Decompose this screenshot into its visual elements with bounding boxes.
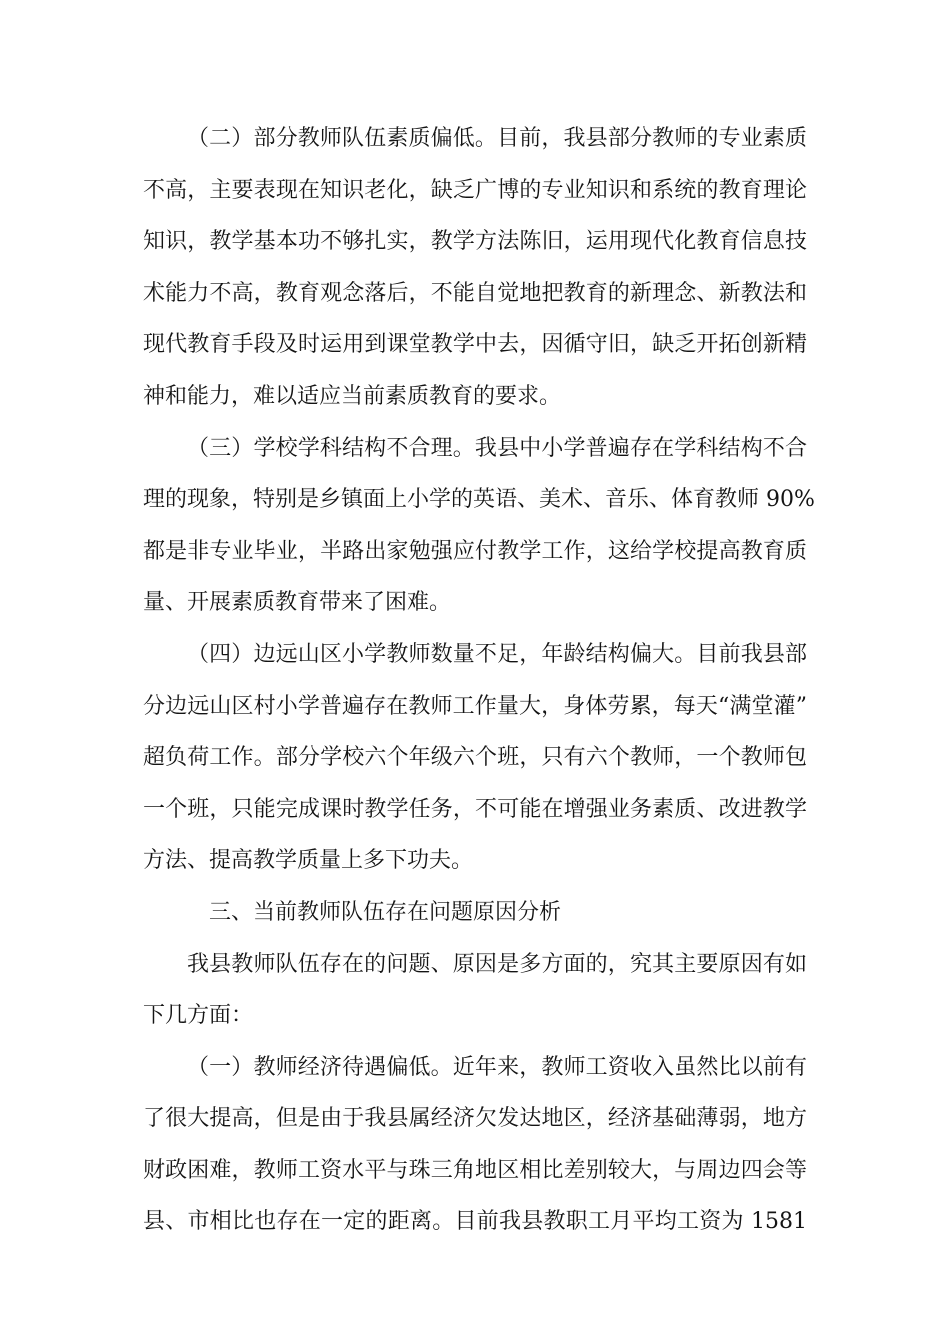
text-line: 量、开展素质教育带来了困难。 — [143, 590, 452, 616]
text-line: 不高，主要表现在知识老化，缺乏广博的专业知识和系统的教育理论 — [143, 177, 807, 203]
text-line: 县、市相比也存在一定的距离。目前我县教职工月平均工资为 1581 — [143, 1209, 807, 1235]
paragraph-remote-teachers — [143, 629, 807, 887]
paragraph-cause-intro — [143, 939, 807, 1042]
text-line: 分边远山区村小学普遍存在教师工作量大，身体劳累，每天“满堂灌” — [143, 693, 807, 719]
text-line: 一个班，只能完成课时教学任务，不可能在增强业务素质、改进教学 — [143, 796, 807, 822]
text-line: 我县教师队伍存在的问题、原因是多方面的，究其主要原因有如 — [187, 951, 807, 977]
text-line: 理的现象，特别是乡镇面上小学的英语、美术、音乐、体育教师 90% — [143, 487, 815, 513]
text-line: 都是非专业毕业，半路出家勉强应付教学工作，这给学校提高教育质 — [143, 538, 807, 564]
text-line: 现代教育手段及时运用到课堂教学中去，因循守旧，缺乏开拓创新精 — [143, 332, 807, 358]
text-line: （一）教师经济待遇偏低。近年来，教师工资收入虽然比以前有 — [187, 1054, 807, 1080]
paragraph-economic-treatment — [143, 1042, 807, 1248]
section-heading — [143, 887, 807, 939]
document-body — [143, 113, 815, 1248]
text-line: 了很大提高，但是由于我县属经济欠发达地区，经济基础薄弱，地方 — [143, 1106, 807, 1132]
text-line: 下几方面： — [143, 1003, 254, 1029]
text-line: （三）学校学科结构不合理。我县中小学普遍存在学科结构不合 — [187, 435, 807, 461]
text-line: （四）边远山区小学教师数量不足，年龄结构偏大。目前我县部 — [187, 641, 807, 667]
text-line: 术能力不高，教育观念落后，不能自觉地把教育的新理念、新教法和 — [143, 280, 807, 306]
text-line: 知识，教学基本功不够扎实，教学方法陈旧，运用现代化教育信息技 — [143, 229, 807, 255]
paragraph-subject-structure — [143, 423, 815, 629]
text-line: 方法、提高教学质量上多下功夫。 — [143, 848, 474, 874]
text-line: （二）部分教师队伍素质偏低。目前，我县部分教师的专业素质 — [187, 126, 807, 151]
paragraph-teacher-quality — [143, 113, 807, 423]
text-line: 财政困难，教师工资水平与珠三角地区相比差别较大，与周边四会等 — [143, 1157, 807, 1183]
text-line: 超负荷工作。部分学校六个年级六个班，只有六个教师，一个教师包 — [143, 745, 807, 771]
text-line: 神和能力，难以适应当前素质教育的要求。 — [143, 383, 562, 409]
heading-text: 三、当前教师队伍存在问题原因分析 — [209, 899, 562, 925]
